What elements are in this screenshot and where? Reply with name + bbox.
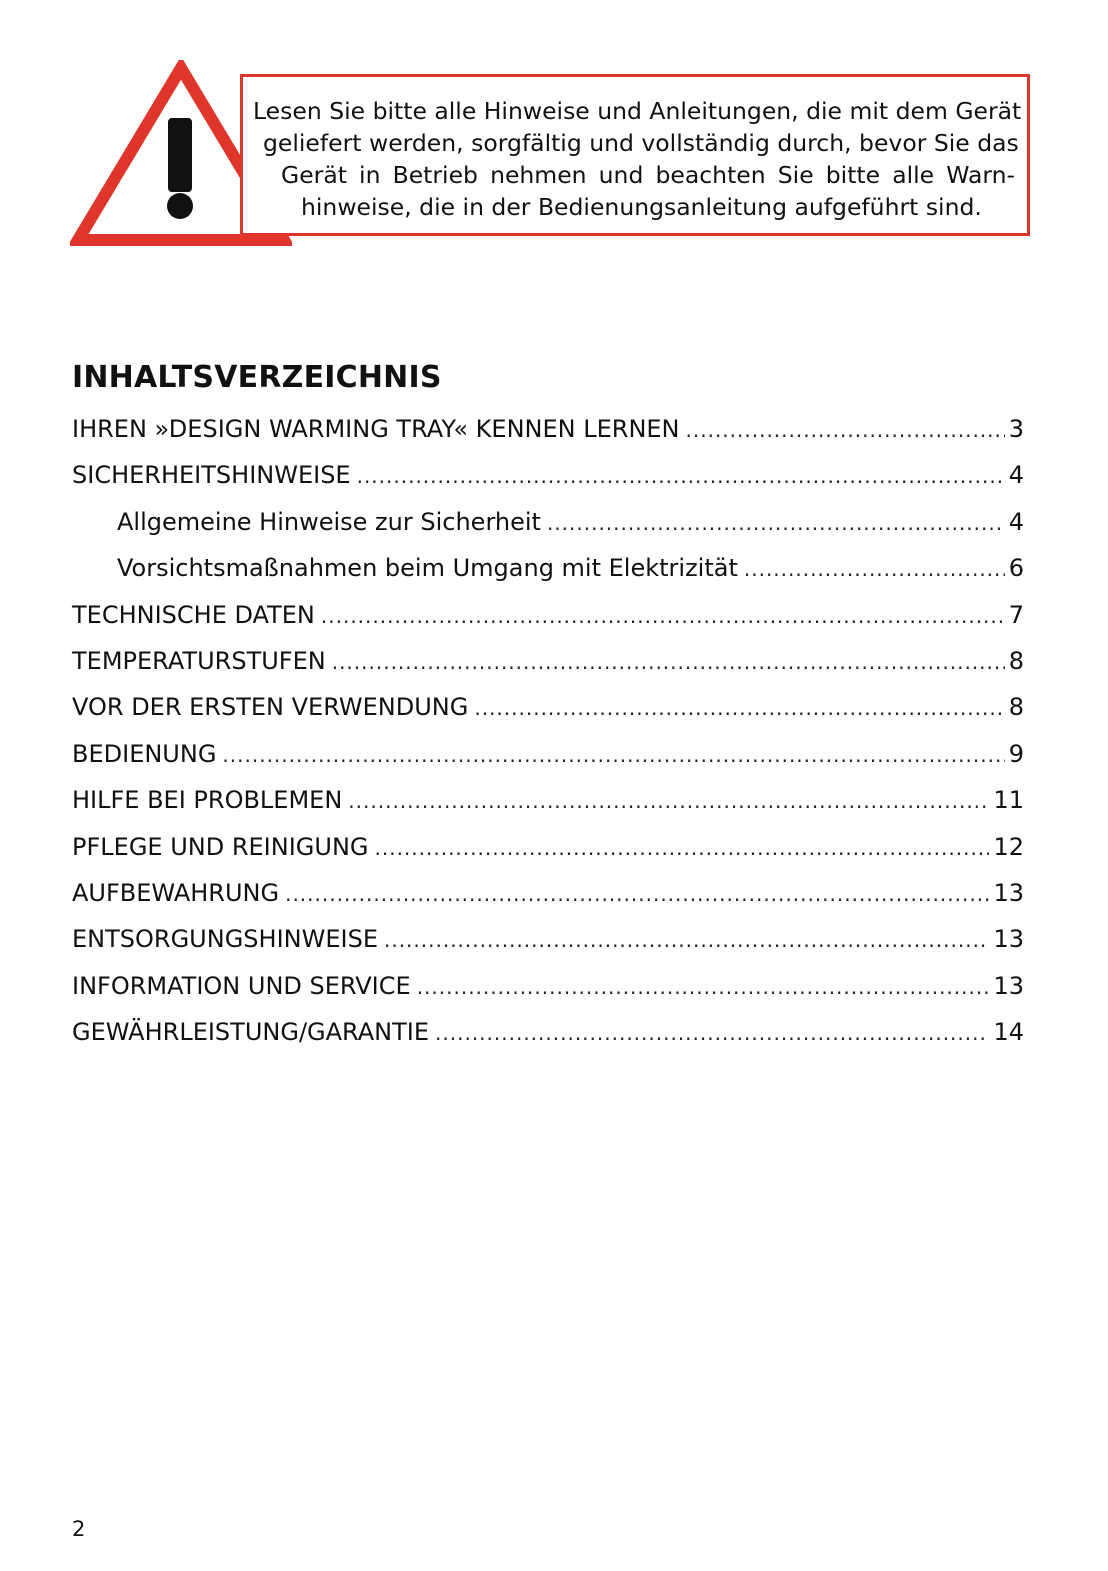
toc-entry [72,824,1024,870]
toc-dot-leader [547,500,1005,546]
toc-dot-leader [474,685,1004,731]
toc-entry-page: 4 [1008,461,1024,490]
toc-entry-label: Allgemeine Hinweise zur Sicherheit [117,507,541,536]
toc-entry [72,916,1024,962]
toc-entry-label: PFLEGE UND REINIGUNG [72,832,369,861]
toc-title: INHALTSVERZEICHNIS [72,360,442,395]
table-of-contents [72,406,1024,1055]
toc-entry-page: 9 [1008,739,1024,768]
toc-entry-label: TECHNISCHE DATEN [72,600,315,629]
toc-dot-leader [384,917,989,963]
toc-subentry [72,545,1024,591]
toc-dot-leader [222,732,1004,778]
toc-dot-leader [357,453,1005,499]
toc-dot-leader [332,639,1005,685]
toc-entry-page: 8 [1008,646,1024,675]
toc-entry-label: TEMPERATURSTUFEN [72,646,326,675]
toc-entry [72,731,1024,777]
toc-entry-page: 4 [1008,507,1024,536]
toc-entry [72,638,1024,684]
toc-dot-leader [375,825,990,871]
toc-entry-label: AUFBEWAHRUNG [72,878,280,907]
warning-text-line: Lesen Sie bitte alle Hinweise und Anleitungen, die mit dem Gerät [253,97,1022,125]
toc-entry-label: SICHERHEITSHINWEISE [72,461,351,490]
toc-entry-label: IHREN »DESIGN WARMING TRAY« KENNEN LERNEN [72,415,680,443]
toc-entry-label: GEWÄHRLEISTUNG/GARANTIE [72,1018,430,1047]
toc-entry-page: 13 [993,925,1024,954]
toc-entry [72,870,1024,916]
warning-text-line: Gerät in Betrieb nehmen und beachten Sie bitte alle Warn- [281,161,1015,189]
toc-entry-page: 8 [1008,693,1024,722]
toc-dot-leader [348,778,989,824]
toc-dot-leader [686,407,1005,453]
toc-entry-page: 3 [1008,415,1024,443]
toc-entry [72,963,1024,1009]
toc-subentry [72,499,1024,545]
toc-entry [72,1009,1024,1055]
toc-entry-page: 7 [1008,600,1024,629]
toc-entry-page: 13 [993,971,1024,1000]
toc-entry-page: 12 [993,832,1024,861]
toc-entry-page: 11 [993,786,1024,815]
toc-entry-label: Vorsichtsmaßnahmen beim Umgang mit Elektrizität [117,554,738,583]
toc-dot-leader [435,1010,989,1056]
warning-text-line: hinweise, die in der Bedienungsanleitung aufgeführt sind. [301,193,982,221]
toc-dot-leader [417,964,990,1010]
toc-entry [72,452,1024,498]
toc-dot-leader [744,546,1005,592]
toc-entry-page: 6 [1008,554,1024,583]
toc-entry [72,777,1024,823]
toc-entry [72,592,1024,638]
page-number: 2 [72,1517,86,1541]
toc-entry-label: BEDIENUNG [72,739,217,768]
toc-entry [72,684,1024,730]
warning-notice-box [240,74,1030,236]
warning-text-line: geliefert werden, sorgfältig und vollständig durch, bevor Sie das [263,129,1019,157]
toc-entry-label: HILFE BEI PROBLEMEN [72,786,343,815]
toc-entry [72,406,1024,452]
toc-entry-page: 14 [993,1018,1024,1047]
toc-entry-label: INFORMATION UND SERVICE [72,971,411,1000]
toc-dot-leader [321,593,1005,639]
toc-entry-label: VOR DER ERSTEN VERWENDUNG [72,693,469,722]
toc-entry-page: 13 [993,878,1024,907]
toc-dot-leader [285,871,989,917]
toc-entry-label: ENTSORGUNGSHINWEISE [72,925,378,954]
